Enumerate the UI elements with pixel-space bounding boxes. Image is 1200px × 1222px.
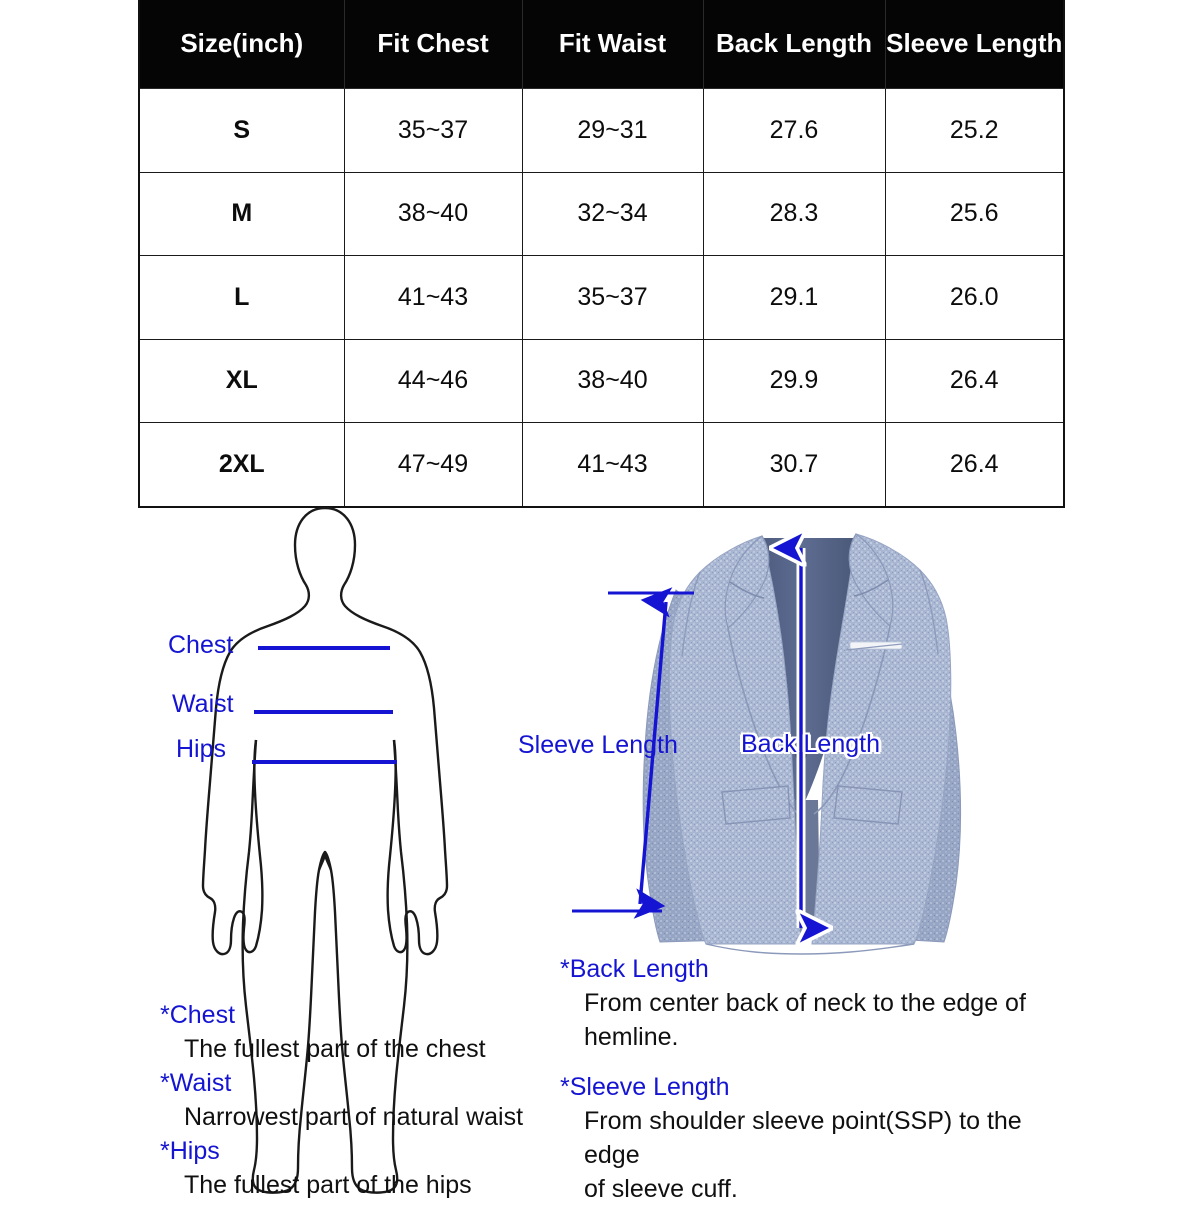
size-chart-table bbox=[138, 0, 1065, 508]
cell-back-length: 29.9 bbox=[703, 339, 885, 423]
measurement-diagrams bbox=[0, 500, 1200, 1203]
column-header-sleeve-length: Sleeve Length bbox=[885, 0, 1064, 89]
definition-text-back-length-line2: hemline. bbox=[584, 1023, 679, 1051]
cell-size: XL bbox=[139, 339, 344, 423]
cell-fit-waist: 32~34 bbox=[522, 172, 703, 256]
table-row bbox=[139, 423, 1064, 507]
definition-text-back-length-line1: From center back of neck to the edge of bbox=[584, 989, 1026, 1017]
body-measure-lines bbox=[252, 648, 397, 762]
cell-size: L bbox=[139, 256, 344, 340]
definitions-garment bbox=[560, 952, 1080, 1222]
column-header-fit-chest: Fit Chest bbox=[344, 0, 522, 89]
definition-term-back-length: *Back Length bbox=[560, 955, 709, 983]
cell-fit-waist: 29~31 bbox=[522, 89, 703, 173]
cell-sleeve-length: 26.4 bbox=[885, 423, 1064, 507]
cell-sleeve-length: 26.4 bbox=[885, 339, 1064, 423]
cell-fit-chest: 35~37 bbox=[344, 89, 522, 173]
jacket-label-sleeve-length: Sleeve Length bbox=[518, 731, 678, 759]
jacket-pocket-right bbox=[834, 786, 902, 824]
cell-fit-waist: 35~37 bbox=[522, 256, 703, 340]
table-row bbox=[139, 256, 1064, 340]
cell-fit-chest: 47~49 bbox=[344, 423, 522, 507]
column-header-fit-waist: Fit Waist bbox=[522, 0, 703, 89]
body-label-waist: Waist bbox=[172, 690, 234, 718]
definition-text-sleeve-length-line1: From shoulder sleeve point(SSP) to the edge bbox=[584, 1107, 1022, 1169]
definition-waist bbox=[160, 1066, 580, 1134]
cell-back-length: 29.1 bbox=[703, 256, 885, 340]
cell-back-length: 28.3 bbox=[703, 172, 885, 256]
cell-fit-chest: 41~43 bbox=[344, 256, 522, 340]
body-label-chest: Chest bbox=[168, 631, 234, 659]
cell-sleeve-length: 25.6 bbox=[885, 172, 1064, 256]
size-chart-table-container bbox=[138, 0, 1063, 501]
body-label-hips: Hips bbox=[176, 735, 227, 763]
definition-term-chest: *Chest bbox=[160, 1001, 236, 1029]
definition-term-waist: *Waist bbox=[160, 1069, 232, 1097]
column-header-back-length: Back Length bbox=[703, 0, 885, 89]
cell-back-length: 30.7 bbox=[703, 423, 885, 507]
definition-text-hips: The fullest part of the hips bbox=[184, 1171, 472, 1199]
table-row bbox=[139, 339, 1064, 423]
cell-size: S bbox=[139, 89, 344, 173]
table-body bbox=[139, 89, 1064, 507]
jacket-breast-pocket bbox=[846, 642, 902, 650]
cell-size: M bbox=[139, 172, 344, 256]
definition-hips bbox=[160, 1134, 580, 1202]
cell-fit-waist: 38~40 bbox=[522, 339, 703, 423]
table-header bbox=[139, 0, 1064, 89]
cell-sleeve-length: 25.2 bbox=[885, 89, 1064, 173]
definition-chest bbox=[160, 998, 580, 1066]
definition-term-hips: *Hips bbox=[160, 1137, 220, 1165]
cell-fit-waist: 41~43 bbox=[522, 423, 703, 507]
cell-sleeve-length: 26.0 bbox=[885, 256, 1064, 340]
definition-text-sleeve-length-line2: of sleeve cuff. bbox=[584, 1175, 738, 1203]
definitions-body bbox=[160, 998, 580, 1202]
jacket-label-back-length: Back Length bbox=[741, 730, 880, 758]
table-header-row bbox=[139, 0, 1064, 89]
cell-size: 2XL bbox=[139, 423, 344, 507]
definition-text-waist: Narrowest part of natural waist bbox=[184, 1103, 524, 1131]
definition-text-chest: The fullest part of the chest bbox=[184, 1035, 486, 1063]
definition-back-length bbox=[560, 952, 1080, 1054]
table-row bbox=[139, 172, 1064, 256]
definition-sleeve-length bbox=[560, 1070, 1080, 1206]
jacket-pocket-left bbox=[722, 786, 790, 824]
table-row bbox=[139, 89, 1064, 173]
cell-back-length: 27.6 bbox=[703, 89, 885, 173]
definition-term-sleeve-length: *Sleeve Length bbox=[560, 1073, 730, 1101]
cell-fit-chest: 38~40 bbox=[344, 172, 522, 256]
cell-fit-chest: 44~46 bbox=[344, 339, 522, 423]
column-header-size: Size(inch) bbox=[139, 0, 344, 89]
